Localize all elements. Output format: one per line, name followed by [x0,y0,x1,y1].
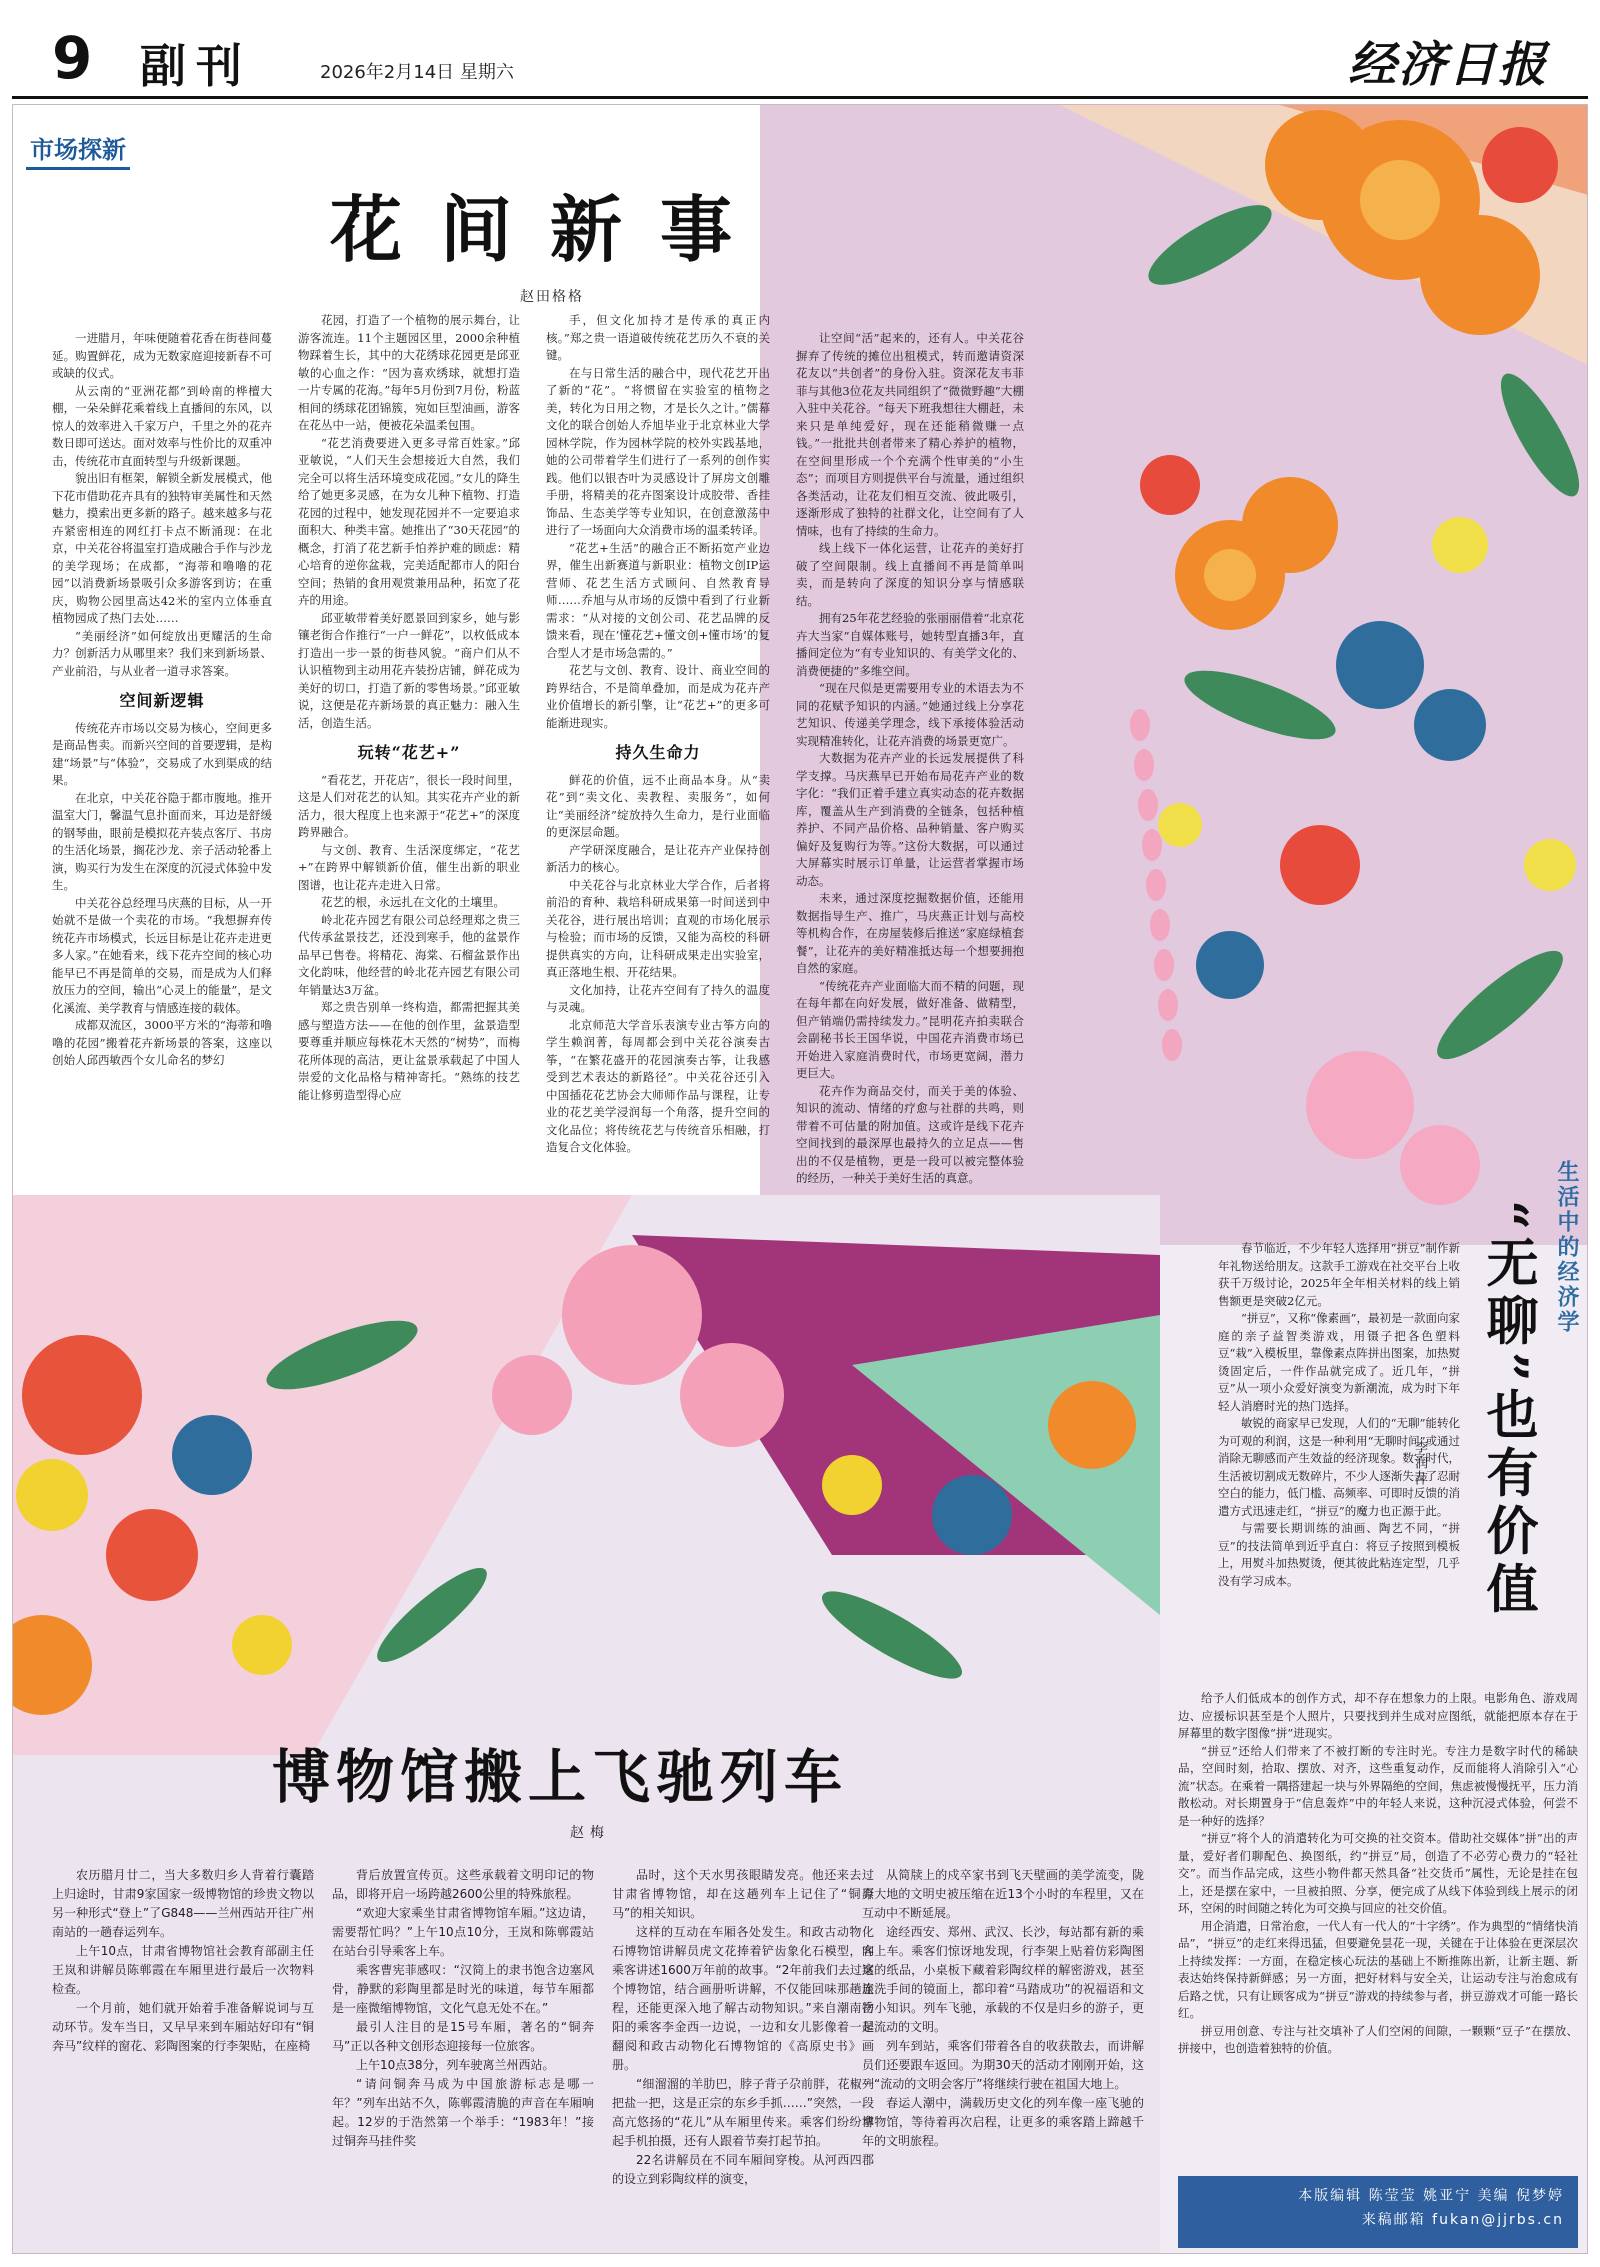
paragraph: 给予人们低成本的创作方式，却不存在想象力的上限。电影角色、游戏周边、应援标识甚至是个人照片，只要找到并生成对应图纸，就能把原本存在于屏幕里的数字图像“拼”进现实。 [1178,1691,1578,1740]
side-article-title: “无聊”也有价值 [1477,1200,1538,1620]
paragraph: “拼豆”，又称“像素画”，最初是一款面向家庭的亲子益智类游戏，用镊子把各色塑料豆“栽”入模板里，靠像素点阵拼出图案，加热熨烫固定后，一件作品就完成了。近几年，“拼豆”从一项小众爱好演变为新潮流，成为时下年轻人消磨时光的热门选择。 [1218,1311,1461,1413]
paragraph: “拼豆”将个人的消遣转化为可交换的社交资本。借助社交媒体“拼”出的声量，爱好者们聊配色、换图纸，约“拼豆”局，创造了不必劳心费力的“轻社交”。而当作品完成，这些小物件都天然具备“社交货币”属性，无论是挂在包上，还是摆在家中，一旦被拍照、分享，便完成了从线下体验到线上展示的闭环，空闲的时间随之转化为可交换与回应的社交价值。 [1178,1831,1578,1915]
paragraph: 花艺与文创、教育、设计、商业空间的跨界结合，不是简单叠加，而是成为花卉产业价值增长的新引擎，让“花艺+”的更多可能渐进现实。 [546,663,770,730]
article-title: 花间新事 [330,187,771,272]
paragraph: 22名讲解员在不同车厢间穿梭。从河西四郡的设立到彩陶纹样的演变， [612,2153,874,2186]
paragraph: 从云南的“亚洲花都”到岭南的桦檀大棚，一朵朵鲜花乘着线上直播间的东风，以惊人的效率进入千家万户，千里之外的花卉数日即可送达。面对效率与性价比的双重冲击，传统花市直面转型与升级新课题。 [52,383,272,468]
paragraph: 花艺的根，永远扎在文化的土壤里。 [321,895,505,909]
page-number: 9 [52,24,93,92]
paragraph: 品时，这个天水男孩眼睛发亮。他还来去过甘肃省博物馆，却在这趟列车上记住了“铜奔马”的相关知识。 [612,1868,874,1920]
issue-date: 2026年2月14日 星期六 [320,62,514,83]
paragraph: 春运人潮中，满载历史文化的列车像一座飞驰的博物馆，等待着再次启程，让更多的乘客踏上蹄越千年的文明旅程。 [862,2096,1144,2148]
paragraph: 从简牍上的戍卒家书到飞天壁画的美学流变，陇原大地的文明史被压缩在近13个小时的车程里，又在互动中不断延展。 [862,1868,1144,1920]
masthead-logo: 经济日报 [1347,37,1548,93]
paragraph: 一进腊月，年味便随着花香在街巷间蔓延。购置鲜花，成为无数家庭迎接新春不可或缺的仪式。 [52,331,272,380]
submission-email: 来稿邮箱 fukan@jjrbs.cn [1361,2212,1564,2228]
paragraph: 鲜花的价值，远不止商品本身。从“卖花”到“卖文化、卖教程、卖服务”，如何让“美丽经济”绽放持久生命力，是行业面临的更深层命题。 [546,772,770,839]
subheading: 空间新逻辑 [119,691,205,710]
paragraph: 途经西安、郑州、武汉、长沙，每站都有新的乘客上车。乘客们惊讶地发现，行李架上贴着仿彩陶图案的纸品，小桌板下藏着彩陶纹样的解密游戏，甚至连洗手间的镜面上，都印着“马踏成功”的祝福语和文物小知识。列车飞驰，承载的不仅是归乡的游子，更是流动的文明。 [862,1925,1144,2034]
paragraph: 中关花谷与北京林业大学合作，后者将前沿的育种、栽培科研成果第一时间送到中关花谷，进行展出培训；直观的市场化展示与检验；而市场的反馈，又能为高校的科研提供真实的方向，让科研成果走出实验室，真正落地生根、开花结果。 [546,877,770,979]
paragraph: 传统花卉市场以交易为核心，空间更多是商品售卖。而新兴空间的首要逻辑，是构建“场景”与“体验”，交易成了水到渠成的结果。 [52,720,272,787]
paragraph: 列车到站，乘客们带着各自的收获散去，而讲解员们还要跟车返回。为期30天的活动才刚刚开始，这列“流动的文明会客厅”将继续行驶在祖国大地上。 [862,2039,1144,2091]
second-article-byline: 赵梅 [570,1825,610,1841]
side-article-text-bottom [1178,1690,1578,2058]
side-article-text-top [1218,1240,1460,1590]
second-article-column-3 [612,1866,874,2189]
header-rule [12,96,1588,99]
article-column-3 [546,312,770,1157]
paragraph: “美丽经济”如何绽放出更耀活的生命力？创新活力从哪里来？我们来到新场景、产业前沿，与从业者一道寻求答案。 [52,628,272,678]
paragraph: 未来，通过深度挖掘数据价值，还能用数据指导生产、推广，马庆燕正计划与高校等机构合作，在房屋装修后推送“家庭绿植套餐”，让花卉的美好精准抵达每一个想要拥抱自然的家庭。 [796,891,1024,975]
second-article-column-2 [332,1866,594,2151]
paragraph: 邱亚敏带着美好愿景回到家乡，她与影镶老街合作推行“一户一鲜花”，以枚低成本打造出一步一景的街巷风貌。“商户们从不认识植物到主动用花卉装扮店铺，鲜花成为美好的切口，打造了新的零售场景。”邱亚敏说，这便是花卉新场景的真正魅力：融入生活，创造生活。 [298,610,520,730]
paragraph: 成都双流区，3000平方米的“海蒂和噜噜的花园”搬着花卉新场景的答案，这座以创始人邱西敏西个女儿命名的梦幻 [52,1018,272,1067]
paragraph: 敏锐的商家早已发现，人们的“无聊”能转化为可观的利润，这是一种利用“无聊时间”或通过消除无聊感而产生效益的经济现象。数字时代，生活被切割成无数碎片，不少人逐渐失去了忍耐空白的能力，低门槛、高频率、可即时反馈的消遣方式迅速走红，“拼豆”的魔力也正源于此。 [1218,1416,1460,1518]
paragraph: “请问铜奔马成为中国旅游标志是哪一年？”列车出站不久，陈郸霞清脆的声音在车厢响起。12岁的于浩然第一个举手：“1983年！”接过铜奔马挂件奖 [332,2077,594,2148]
paragraph: 背后放置宣传页。这些承载着文明印记的物品，即将开启一场跨越2600公里的特殊旅程。 [332,1868,594,1901]
subheading: 持久生命力 [615,743,701,762]
paragraph: 产学研深度融合，是让花卉产业保持创新活力的核心。 [546,842,770,874]
paragraph: 貌出旧有框架，解锁全新发展模式，他下花市借助花卉具有的独特审美属性和天然魅力，摸索出更多新的路子。越来越多与花卉紧密相连的网红打卡点不断涌现：在北京，中关花谷将温室打造成融合手作与沙龙的美学现场；在成都，“海蒂和噜噜的花园”以消费新场景吸引众多游客到访；在重庆，购物公园里高达42米的室内立体垂直植物园成了热门去处…… [52,471,272,625]
side-column-kicker: 生活中的经济学 [1554,1160,1580,1335]
paragraph: 岭北花卉园艺有限公司总经理郑之贵三代传承盆景技艺，还没到寒手，他的盆景作品早已售卷。将精花、海棠、石榴盆景作出文化韵味，他经营的岭北花卉园艺有限公司年销量达3万盆。 [298,912,520,997]
paragraph: 拼豆用创意、专注与社交填补了人们空闲的间隙，一颗颗“豆子”在摆放、拼接中，也创造着独特的价值。 [1178,2023,1578,2055]
paragraph: 花园，打造了一个植物的展示舞台，让游客流连。11个主题园区里，2000余种植物踩着生长，其中的大花绣球花园更是邱亚敏的心血之作：“因为喜欢绣球，就想打造一片专属的花海。”每年5月份到7月份，粉蓝相间的绣球花团锦簇，宛如巨型油画，游客在花丛中一站，便被花朵温柔包围。 [298,313,520,432]
side-article-author: 李润萍 [1412,1440,1427,1488]
paragraph: 北京师范大学音乐表演专业古筝方向的学生赖润菁，每周都会到中关花谷演奏古筝，“在繁花盛开的花园演奏古筝，让我感受到艺术表达的新路径”。中关花谷还引入中国插花花艺协会大师师作品与课程，让专业的花艺美学浸润每一个角落，提升空间的文化品位；将传统花艺与传统音乐相融，打造复合文化体验。 [546,1017,770,1154]
paragraph: 与文创、教育、生活深度绑定，“花艺+”在跨界中解锁新价值，催生出新的职业图谱，也让花卉走进入日常。 [298,842,520,892]
paragraph: 春节临近，不少年轻人选择用“拼豆”制作新年礼物送给朋友。这款手工游戏在社交平台上收获千万级讨论，2025年全年相关材料的线上销售额更是突破2亿元。 [1218,1241,1460,1308]
paragraph: “传统花卉产业面临大而不精的问题，现在每年都在向好发展，做好准备、做精型，但产销端仍需持续发力。”昆明花卉拍卖联合会副秘书长王国华说，中国花卉消费市场已开始进入家庭消费时代，市场更宽阔，潜力更巨大。 [796,978,1024,1080]
paragraph: “拼豆”还给人们带来了不被打断的专注时光。专注力是数字时代的稀缺品，空间时刻，拾取、摆放、对齐，这些重复动作，反而能将人消除引入“心流”状态。在乘着一隅搭建起一块与外界隔绝的空间，焦虑被慢慢抚平，压力消散松动。对长期置身于“信息轰炸”中的年轻人来说，这种沉浸式体验，何尝不是一种好的选择？ [1178,1743,1578,1828]
article-byline: 赵田格格 [520,289,584,305]
paragraph: “花艺消费要进入更多寻常百姓家。”邱亚敏说，“人们天生会想接近大自然，我们完全可以将生活环境变成花园。”女儿的降生给了她更多灵感，在为女儿种下植物、打造花园的过程中，她发现花园并不一定要追求面积大、种类丰富。她推出了“30天花园”的概念，打消了花艺新手怕养护难的顾虑：精心培育的逆你盆栽，完美适配都市人的阳台空间；热销的食用观赏兼用品种，拓宽了花卉的用途。 [298,435,520,607]
paragraph: 上午10点38分，列车驶离兰州西站。 [356,2058,555,2072]
paragraph: 拥有25年花艺经验的张丽丽借着“北京花卉大当家”自媒体账号，她转型直播3年，直播间定位为“有专业知识的、有美学文化的、消费便捷的”多维空间。 [796,611,1024,678]
paragraph: 一个月前，她们就开始着手准备解说词与互动环节。发车当日，又早早来到车厢站好印有“铜奔马”纹样的窗花、彩陶图案的行李架贴，在座椅 [52,2001,314,2053]
article-column-2 [298,312,520,1104]
subheading: 玩转“花艺+” [357,743,461,762]
paragraph: 在北京，中关花谷隐于都市腹地。推开温室大门，馨温气息扑面而来，耳边是舒缓的钢琴曲，眼前是模拟花卉装点客厅、书房的生活化场景，搁花沙龙、亲子活动轮番上演，购买行为发生在深度的沉浸式体验中发生。 [52,790,272,892]
paragraph: “花艺+生活”的融合正不断拓宽产业边界，催生出新赛道与新职业：植物文创IP运营师、花艺生活方式顾问、自然教育导师……乔旭与从市场的反馈中看到了行业新需求：“从对接的文创公司、花艺品牌的反馈来看，现在‘懂花艺+懂文创+懂市场’的复合型人才是市场急需的。” [546,540,770,660]
paragraph: “细溜溜的羊肋巴，脖子背子尕前胖，花椒一把盐一把，这是正宗的东乡手抓……”突然，一段高亢悠扬的“花儿”从车厢里传来。乘客们纷纷拿起手机拍摄，还有人跟着节奏打起节拍。 [612,2077,874,2148]
paragraph: 最引人注目的是15号车厢，著名的“铜奔马”正以各种文创形态迎接每一位旅客。 [332,2020,594,2053]
paragraph: 线上线下一体化运营，让花卉的美好打破了空间限制。线上直播间不再是简单叫卖，而是转向了深度的知识分享与情感联结。 [796,541,1024,608]
article-column-1 [52,330,272,1070]
section-name: 副刊 [140,39,252,93]
paragraph: 中关花谷总经理马庆燕的目标，从一开始就不是做一个卖花的市场。“我想摒弃传统花卉市场模式，长远目标是让花卉走进更多人家。”在她看来，线下花卉空间的核心功能早已不再是简单的交易，而是成为人们释放压力的空间，输出“心灵上的能量”，是文化溪流、美学教育与情感连接的载体。 [52,895,272,1015]
paragraph: “现在尺似是更需要用专业的术语去为不同的花赋予知识的内涵。”她通过线上分享花艺知识、传递美学理念，线下承接体验活动实现精准转化，让花卉消费的场景更宽广。 [796,681,1024,748]
paragraph: 农历腊月廿二，当大多数归乡人背着行囊踏上归途时，甘肃9家国家一级博物馆的珍贵文物以另一种形式“登上”了G848——兰州西站开往广州南站的一趟春运列车。 [52,1868,314,1939]
second-article-title: 博物馆搬上飞驰列车 [272,1743,849,1811]
second-article-column-4 [862,1866,1144,2151]
article-column-4 [796,330,1024,1188]
paragraph: 乘客曹宪菲感叹：“汉简上的隶书饱含边塞风骨，静默的彩陶里都是时光的味道，每节车厢都是一座微缩博物馆，文化气息无处不在。” [332,1963,594,2015]
paragraph: 用企消遣，日常治愈，一代人有一代人的“十字绣”。作为典型的“情绪快消品”，“拼豆”的走红来得迅猛，但要避免昙花一现，关键在于让体验在更深层次上持续发挥：一方面，在稳定核心玩法的基础上不断推陈出新，让新主题、新表达始终保持新鲜感；另一方面，把好材料与安全关，让运动专注与治愈成有后路之忧，只有让顾客成为“拼豆”游戏的持续参与者，拼豆游戏才可能一路长红。 [1178,1918,1578,2020]
column-kicker: 市场探新 [26,130,130,170]
paragraph: 让空间“活”起来的，还有人。中关花谷摒弃了传统的摊位出租模式，转而邀请资深花友以“共创者”的身份入驻。资深花友韦菲菲与其他3位花友共同组织了“微微野趣”大棚入驻中关花谷。“每天下班我想往大棚赶，未来只是单纯爱好，现在还能稍微赚一点钱。”一批批共创者带来了精心养护的植物，在空间里形成一个个充满个性审美的“小生态”；而项目方则提供平台与流量，通过组织各类活动，让花友们相互交流、彼此吸引，逐渐形成了独特的社群文化，让空间有了人情味，也有了持续的生命力。 [796,331,1024,538]
second-article-column-1 [52,1866,314,2056]
paragraph: 这样的互动在车厢各处发生。和政古动物化石博物馆讲解员虎文花捧着铲齿象化石模型，向乘客讲述1600万年前的故事。“2年前我们去过这个博物馆，结合画册听讲解，不仅能回味那趟旅程，还能更深入地了解古动物知识。”来自潮南岳阳的乘客李金西一边说，一边和女儿影像着一起翻阅和政古动物化石博物馆的《高原史书》画册。 [612,1925,874,2072]
paragraph: 与需要长期训练的油画、陶艺不同，“拼豆”的技法简单到近乎直白：将豆子按照到模板上，用熨斗加热熨烫，便其彼此粘连定型，几乎没有学习成本。 [1218,1521,1460,1588]
paragraph: 上午10点，甘肃省博物馆社会教育部副主任王岚和讲解员陈郸霞在车厢里进行最后一次物料检查。 [52,1944,314,1996]
paragraph: 花卉作为商品交付，而关于美的体验、知识的流动、情绪的疗愈与社群的共鸣，则带着不可估量的附加值。这或许是线下花卉空间找到的最深厚也最持久的立足点——售出的不仅是植物，更是一段可以被完整体验的经历，一种关于美好生活的真意。 [796,1083,1024,1185]
paragraph: 文化加持，让花卉空间有了持久的温度与灵魂。 [546,982,770,1014]
editor-credits [1178,2176,1578,2248]
editor-line: 本版编辑 陈莹莹 姚亚宁 美编 倪梦婷 [1298,2188,1564,2204]
paragraph: 大数据为花卉产业的长远发展提供了科学支撑。马庆燕早已开始布局花卉产业的数字化：“我们正着手建立真实动态的花卉数据库，覆盖从生产到消费的全链条，包括种植养护、不同产品价格、品种销量、客户购买偏好及复购行为等。”这份大数据，可以通过大屏幕实时展示订单量，让运营者掌握市场动态。 [796,751,1024,888]
paragraph: 郑之贵告别单一终构造，都需把握其美感与塑造方法——在他的创作里，盆景造型要尊重并顺应每株花木天然的“树势”，而梅花所体现的高洁，更让盆景承载起了中国人崇爱的文化品格与精神寄托。“熟练的技艺能让修剪造型得心应 [298,1000,520,1102]
paragraph: “欢迎大家乘坐甘肃省博物馆车厢。”这边请，需要帮忙吗？”上午10点10分，王岚和陈郸霞站在站台引导乘客上车。 [332,1906,594,1958]
paragraph: “看花艺，开花店”，很长一段时间里，这是人们对花艺的认知。其实花卉产业的新活力，很大程度上也来源于“花艺+”的深度跨界融合。 [298,772,520,839]
paragraph: 手，但文化加持才是传承的真正内核。”郑之贵一语道破传统花艺历久不衰的关键。 [546,313,770,362]
paragraph: 在与日常生活的融合中，现代花艺开出了新的“花”。“将惯留在实验室的植物之美，转化为日用之物，才是长久之计。”儒幕文化的联合创始人乔旭毕业于北京林业大学园林学院，作为园林学院的校外实践基地，她的公司带着学生们进行了一系列的创作实践。他们以银杏叶为灵感设计了屏房文创雕手册，将精美的花卉图案设计成胶带、香挂饰品、生态美学等专业知识，在创意激荡中进行了一场面向大众消费市场的温柔转译。 [546,365,770,537]
